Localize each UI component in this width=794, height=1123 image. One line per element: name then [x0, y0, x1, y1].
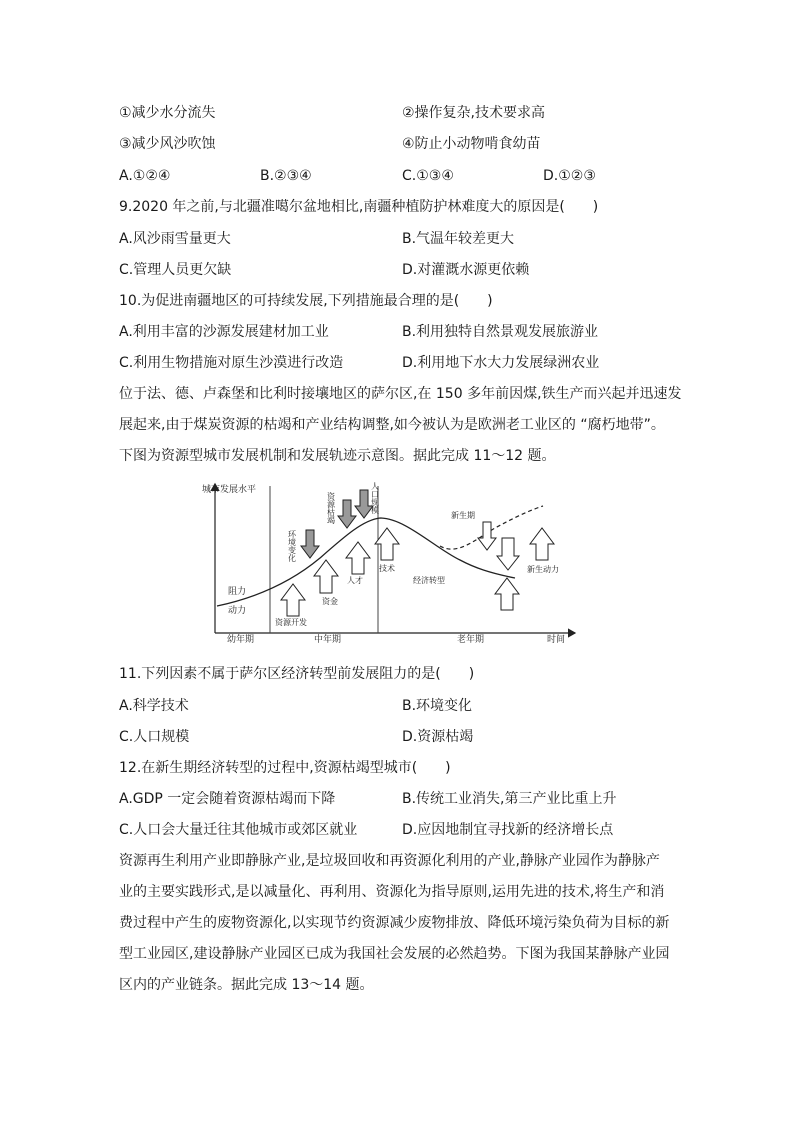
- label-technology: 技术: [379, 564, 395, 573]
- down-arrow-resource-depletion: [338, 500, 356, 528]
- q9-stem: 9.2020 年之前,与北疆准噶尔盆地相比,南疆种植防护林难度大的原因是( ): [119, 199, 599, 215]
- down-arrow-env-change: [301, 530, 319, 558]
- down-arrow-new-period: [478, 522, 496, 550]
- passage1-line-3: 下图为资源型城市发展机制和发展轨迹示意图。据此完成 11～12 题。: [119, 448, 556, 464]
- passage2-line-5: 区内的产业链条。据此完成 13～14 题。: [119, 977, 374, 993]
- passage2-line-4: 型工业园区,建设静脉产业园区已成为我国社会发展的必然趋势。下图为我国某静脉产业园: [119, 946, 670, 962]
- y-axis-label: 城市发展水平: [202, 485, 257, 495]
- label-resistance: 阻力: [228, 587, 247, 597]
- q12-answer-b: B.传统工业消失,第三产业比重上升: [402, 791, 617, 807]
- q10-answer-b: B.利用独特自然景观发展旅游业: [402, 324, 599, 340]
- q12-answer-d: D.应因地制宜寻找新的经济增长点: [402, 822, 614, 838]
- q12-answer-a: A.GDP 一定会随着资源枯竭而下降: [119, 791, 336, 807]
- q8-answer-d: D.①②③: [543, 168, 596, 184]
- label-new-period: 新生期: [451, 511, 475, 520]
- label-new-power: 新生动力: [527, 565, 559, 574]
- up-arrow-capital: [314, 560, 338, 593]
- up-arrow-resource-dev: [281, 584, 305, 616]
- q12-answer-c: C.人口会大量迁往其他城市或郊区就业: [119, 822, 358, 838]
- q12-stem: 12.在新生期经济转型的过程中,资源枯竭型城市( ): [119, 760, 451, 776]
- q9-answer-b: B.气温年较差更大: [402, 231, 515, 247]
- label-resource-dev: 资源开发: [275, 618, 307, 627]
- up-arrow-new-power-1: [495, 578, 519, 610]
- label-population: 人口规模: [370, 482, 380, 514]
- up-arrow-talent: [346, 542, 370, 574]
- label-transform: 经济转型: [413, 576, 445, 585]
- q8-option-2: ②操作复杂,技术要求高: [402, 105, 546, 121]
- label-talent: 人才: [347, 576, 363, 585]
- q11-stem: 11.下列因素不属于萨尔区经济转型前发展阻力的是( ): [119, 666, 475, 682]
- q9-answer-a: A.风沙雨雪量更大: [119, 231, 231, 247]
- resource-city-diagram: [195, 478, 585, 646]
- q9-answer-c: C.管理人员更欠缺: [119, 262, 232, 278]
- up-arrow-technology: [375, 528, 399, 560]
- q11-answer-a: A.科学技术: [119, 698, 189, 714]
- q8-option-1: ①减少水分流失: [119, 105, 216, 121]
- q11-answer-b: B.环境变化: [402, 698, 473, 714]
- q9-answer-d: D.对灌溉水源更依赖: [402, 262, 530, 278]
- q8-answer-b: B.②③④: [260, 168, 312, 184]
- q11-answer-d: D.资源枯竭: [402, 729, 474, 745]
- q8-option-3: ③减少风沙吹蚀: [119, 136, 216, 152]
- passage1-line-1: 位于法、德、卢森堡和比利时接壤地区的萨尔区,在 150 多年前因煤,铁生产而兴起并迅速发: [119, 386, 682, 402]
- q11-answer-c: C.人口规模: [119, 729, 190, 745]
- q10-answer-d: D.利用地下水大力发展绿洲农业: [402, 355, 600, 371]
- stage-middle: 中年期: [314, 635, 342, 645]
- label-resource-depletion: 资源枯竭: [326, 492, 336, 524]
- label-env-change: 环境变化: [287, 530, 297, 562]
- q8-answer-c: C.①③④: [402, 168, 454, 184]
- stage-old: 老年期: [457, 635, 485, 645]
- passage1-line-2: 展起来,由于煤炭资源的枯竭和产业结构调整,如今被认为是欧洲老工业区的 “腐朽地带”。: [119, 417, 665, 433]
- down-arrow-transform: [497, 538, 519, 570]
- passage2-line-1: 资源再生利用产业即静脉产业,是垃圾回收和再资源化利用的产业,静脉产业园作为静脉产: [119, 853, 660, 869]
- q8-answer-a: A.①②④: [119, 168, 171, 184]
- development-curve: [217, 518, 515, 606]
- label-power: 动力: [228, 606, 247, 616]
- passage2-line-2: 业的主要实践形式,是以减量化、再利用、资源化为指导原则,运用先进的技术,将生产和消: [119, 884, 665, 900]
- q10-answer-c: C.利用生物措施对原生沙漠进行改造: [119, 355, 344, 371]
- q10-answer-a: A.利用丰富的沙源发展建材加工业: [119, 324, 329, 340]
- passage2-line-3: 费过程中产生的废物资源化,以实现节约资源减少废物排放、降低环境污染负荷为目标的新: [119, 915, 670, 931]
- q10-stem: 10.为促进南疆地区的可持续发展,下列措施最合理的是( ): [119, 293, 493, 309]
- x-axis-label: 时间: [547, 635, 566, 645]
- label-capital: 资金: [322, 597, 338, 606]
- up-arrow-new-power-2: [530, 528, 554, 560]
- q8-option-4: ④防止小动物啃食幼苗: [402, 136, 541, 152]
- stage-young: 幼年期: [227, 635, 255, 645]
